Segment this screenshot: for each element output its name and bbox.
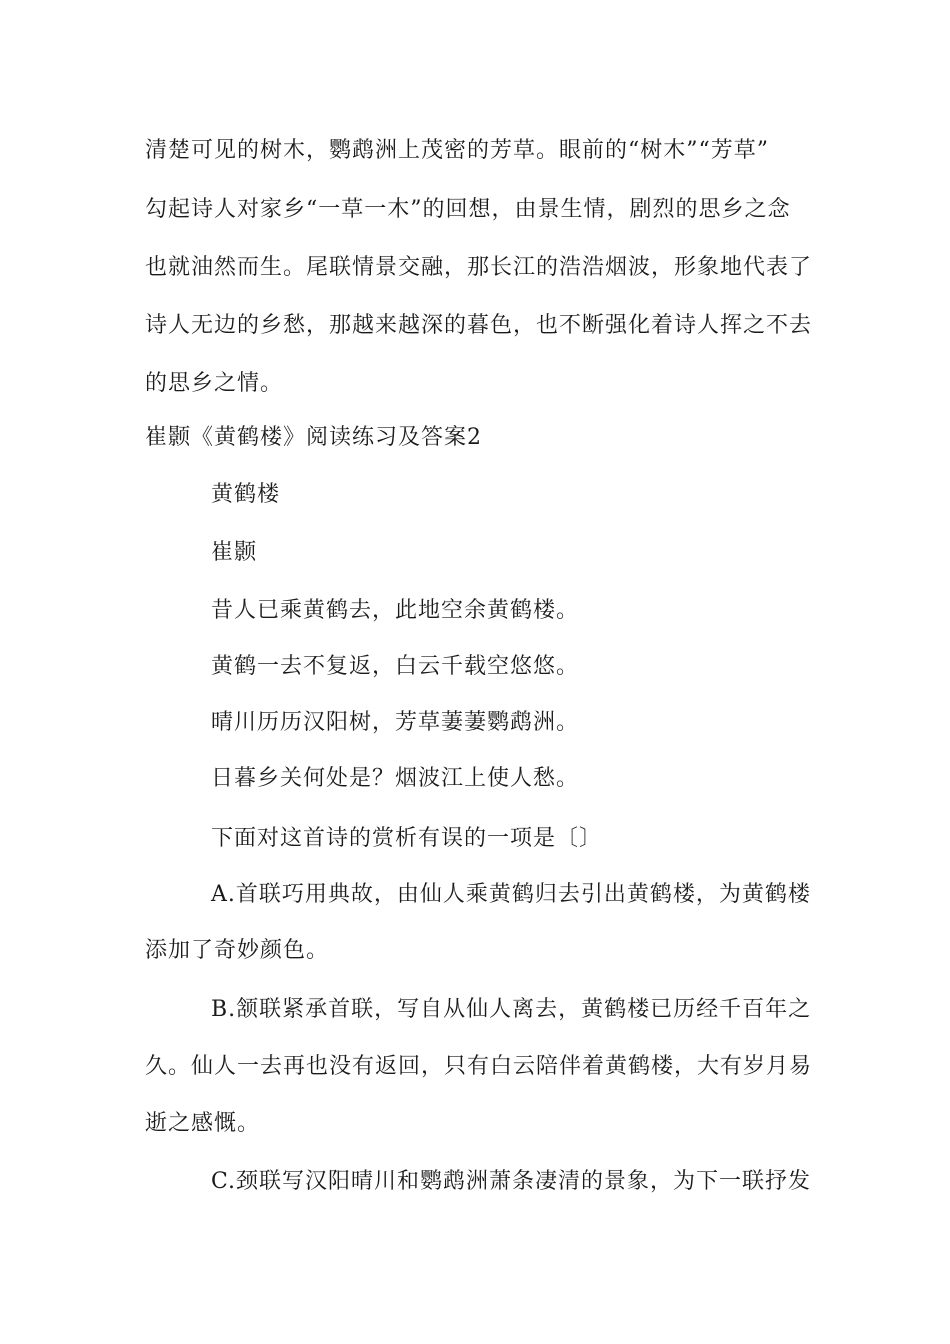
poem-line: 昔人已乘黄鹤去，此地空余黄鹤楼。 — [211, 598, 580, 623]
option-line: 添加了奇妙颜色。 — [145, 938, 330, 963]
poem-author: 崔颢 — [211, 540, 258, 565]
option-line: C.颈联写汉阳晴川和鹦鹉洲萧条凄清的景象，为下一联抒发 — [211, 1169, 812, 1194]
option-line: A.首联巧用典故，由仙人乘黄鹤归去引出黄鹤楼，为黄鹤楼 — [211, 882, 811, 907]
option-line: B.颔联紧承首联，写自从仙人离去，黄鹤楼已历经千百年之 — [211, 997, 812, 1022]
question-stem: 下面对这首诗的赏析有误的一项是〔〕 — [211, 826, 603, 851]
option-line: 逝之感慨。 — [145, 1111, 261, 1136]
poem-line: 晴川历历汉阳树，芳草萋萋鹦鹉洲。 — [211, 710, 580, 735]
paragraph-line: 也就油然而生。尾联情景交融，那长江的浩浩烟波，形象地代表了 — [145, 255, 813, 280]
poem-title: 黄鹤楼 — [211, 482, 281, 507]
paragraph-line: 清楚可见的树木，鹦鹉洲上茂密的芳草。眼前的“树木”“芳草” — [145, 138, 769, 163]
poem-line: 日暮乡关何处是？烟波江上使人愁。 — [211, 766, 580, 791]
paragraph-line: 诗人无边的乡愁，那越来越深的暮色，也不断强化着诗人挥之不去 — [145, 313, 813, 338]
paragraph-line: 的思乡之情。 — [145, 371, 284, 396]
paragraph-line: 勾起诗人对家乡“一草一木”的回想，由景生情，剧烈的思乡之念 — [145, 197, 791, 222]
poem-line: 黄鹤一去不复返，白云千载空悠悠。 — [211, 654, 580, 679]
option-line: 久。仙人一去再也没有返回，只有白云陪伴着黄鹤楼，大有岁月易 — [145, 1054, 813, 1079]
section-title: 崔颢《黄鹤楼》阅读练习及答案2 — [145, 425, 482, 450]
